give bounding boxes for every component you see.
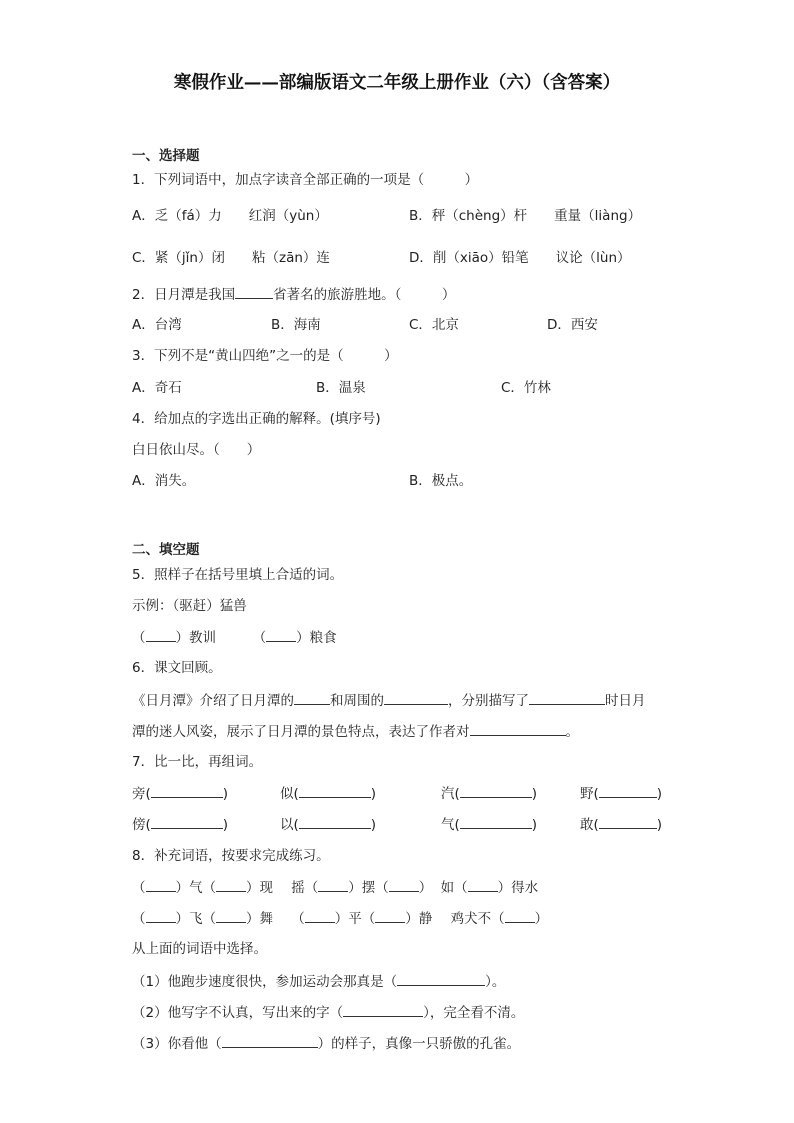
q8-sentence-blank[interactable] (397, 971, 485, 986)
q1-stem: 1．下列词语中，加点字读音全部正确的一项是（ ） (132, 172, 479, 188)
q8-sentence-2: （2）他写字不认真，写出来的字（ ），完全看不清。 (132, 1002, 524, 1023)
q8-blank[interactable] (468, 877, 498, 892)
q6-blank-4[interactable] (470, 721, 566, 736)
q1-option-c[interactable]: C．紧（jǐn）闭 粘（zān）连 (132, 250, 330, 266)
section-choice-heading: 一、选择题 (132, 148, 200, 164)
q4-line: 白日依山尽。（ ） (132, 442, 261, 458)
q5-blank-1[interactable] (146, 627, 176, 642)
q8-sentence-blank[interactable] (222, 1033, 318, 1048)
q7-blank[interactable] (299, 814, 371, 829)
q8-blank[interactable] (146, 908, 176, 923)
q8-blank[interactable] (216, 877, 246, 892)
q8-stem: 8．补充词语，按要求完成练习。 (132, 848, 330, 864)
q7-blank[interactable] (151, 814, 223, 829)
q8-sentence-blank[interactable] (343, 1002, 423, 1017)
q7-item: 野( ) (580, 783, 662, 804)
q7-blank[interactable] (460, 814, 532, 829)
q4-option-a[interactable]: A．消失。 (132, 473, 196, 489)
q7-blank[interactable] (151, 783, 223, 798)
q2-blank[interactable] (235, 284, 273, 299)
q2-stem-end: 省著名的旅游胜地。（ ） (273, 287, 456, 303)
q8-row-1: （ ）气（ ）现 摇（ ）摆（ ） 如（ ）得水 (132, 877, 538, 898)
q4-option-b[interactable]: B．极点。 (409, 473, 473, 489)
q8-blank[interactable] (318, 877, 348, 892)
q5-word-1: 教训 (189, 630, 216, 646)
q8-sentence-1: （1）他跑步速度很快，参加运动会那真是（ ）。 (132, 971, 505, 992)
q8-blank[interactable] (389, 877, 419, 892)
q7-item: 旁( ) (132, 783, 228, 804)
q7-item: 气( ) (441, 814, 537, 835)
q2-stem-start: 2．日月潭是我国 (132, 287, 236, 303)
q7-blank[interactable] (299, 783, 371, 798)
q1-option-b[interactable]: B．秤（chèng）杆 重量（liàng） (409, 208, 642, 224)
q3-option-b[interactable]: B．温泉 (316, 380, 366, 396)
q7-item: 汽( ) (441, 783, 537, 804)
q2-option-a[interactable]: A．台湾 (132, 317, 182, 333)
q2-option-d[interactable]: D．西安 (547, 317, 598, 333)
q4-stem: 4．给加点的字选出正确的解释。(填序号) (132, 411, 381, 427)
q2-option-b[interactable]: B．海南 (271, 317, 321, 333)
q5-example: 示例：（驱赶）猛兽 (132, 598, 247, 614)
q1-option-a[interactable]: A．乏（fá）力 红润（yùn） (132, 208, 328, 224)
q8-sentence-3: （3）你看他（ ）的样子，真像一只骄傲的孔雀。 (132, 1033, 520, 1054)
q1-option-d[interactable]: D．削（xiāo）铅笔 议论（lùn） (409, 250, 631, 266)
q6-line-2: 潭的迷人风姿，展示了日月潭的景色特点，表达了作者对 。 (132, 721, 579, 742)
q6-blank-1[interactable] (294, 690, 330, 705)
page-title: 寒假作业——部编版语文二年级上册作业（六）（含答案） (173, 73, 621, 93)
q7-item: 敢( ) (580, 814, 662, 835)
q7-blank[interactable] (599, 814, 657, 829)
q5-items: （ ）教训 （ ）粮食 (132, 627, 337, 648)
q6-line-1: 《日月潭》介绍了日月潭的 和周围的 ，分别描写了 时日月 (132, 690, 646, 711)
q8-blank[interactable] (505, 908, 535, 923)
q7-item: 似( ) (280, 783, 376, 804)
q2-stem (132, 284, 455, 305)
q3-stem: 3．下列不是“黄山四绝”之一的是（ ） (132, 348, 398, 364)
q8-choose: 从上面的词语中选择。 (132, 941, 267, 957)
q7-blank[interactable] (460, 783, 532, 798)
q7-item: 傍( ) (132, 814, 228, 835)
q8-blank[interactable] (375, 908, 405, 923)
section-fill-heading: 二、填空题 (132, 542, 200, 558)
q6-stem: 6．课文回顾。 (132, 660, 222, 676)
q5-word-2: 粮食 (309, 630, 337, 646)
q8-row-2: （ ）飞（ ）舞 （ ）平（ ）静 鸡犬不（ ） (132, 908, 548, 929)
q5-blank-2[interactable] (266, 627, 296, 642)
q6-blank-2[interactable] (384, 690, 448, 705)
q5-stem: 5．照样子在括号里填上合适的词。 (132, 567, 344, 583)
q7-stem: 7．比一比，再组词。 (132, 754, 263, 770)
q8-blank[interactable] (305, 908, 335, 923)
q2-option-c[interactable]: C．北京 (409, 317, 459, 333)
q3-option-a[interactable]: A．奇石 (132, 380, 182, 396)
q7-blank[interactable] (599, 783, 657, 798)
q8-blank[interactable] (216, 908, 246, 923)
q3-option-c[interactable]: C．竹林 (501, 380, 551, 396)
q6-blank-3[interactable] (529, 690, 605, 705)
q7-item: 以( ) (280, 814, 376, 835)
q8-blank[interactable] (146, 877, 176, 892)
